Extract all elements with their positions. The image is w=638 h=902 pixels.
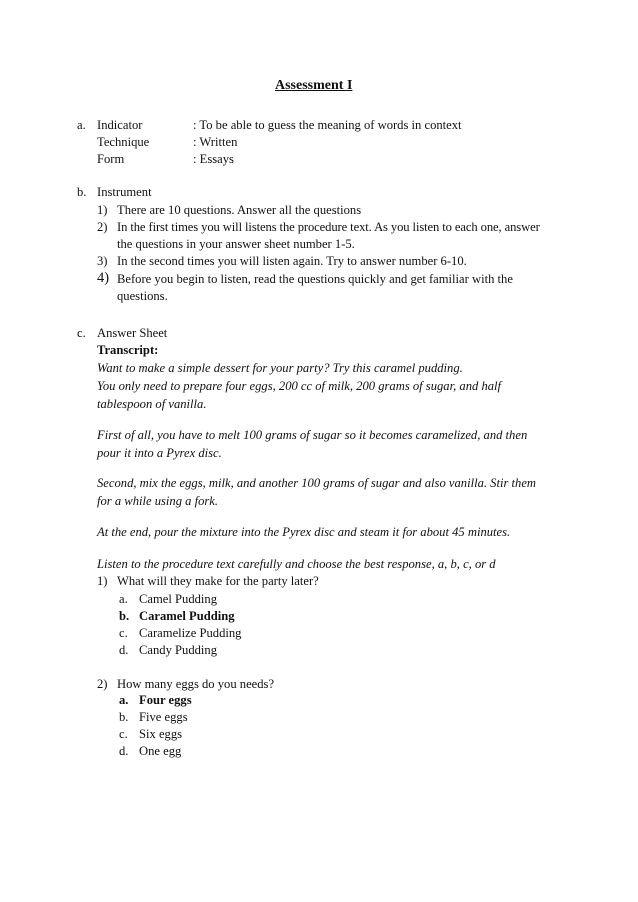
transcript-line: First of all, you have to melt 100 grams of sugar so it becomes caramelized, and then (97, 428, 528, 442)
technique-value: : Written (193, 135, 238, 149)
option-letter: d. (119, 643, 129, 657)
transcript-line: pour it into a Pyrex disc. (97, 446, 222, 460)
question-text: How many eggs do you needs? (117, 677, 275, 691)
transcript-line: tablespoon of vanilla. (97, 397, 207, 411)
instrument-item-text: Before you begin to listen, read the questions quickly and get familiar with the (117, 272, 513, 286)
instrument-item-text: There are 10 questions. Answer all the questions (117, 203, 362, 217)
option-letter: a. (119, 693, 129, 707)
transcript-line: Want to make a simple dessert for your party? Try this caramel pudding. (97, 361, 463, 375)
option-letter: c. (119, 727, 128, 741)
instrument-item-text: In the second times you will listen again. Try to answer number 6-10. (117, 254, 467, 268)
option-text: Six eggs (139, 727, 183, 741)
instrument-item-text: questions. (117, 289, 168, 303)
answer-sheet-heading: Answer Sheet (97, 326, 168, 340)
instrument-heading: Instrument (97, 185, 152, 199)
option-text: One egg (139, 744, 182, 758)
instrument-item-number: 2) (97, 220, 108, 234)
page-title: Assessment I (275, 78, 353, 93)
section-c-marker: c. (77, 326, 86, 340)
option-letter: a. (119, 592, 128, 606)
technique-label: Technique (97, 135, 150, 149)
option-text-correct: Four eggs (139, 693, 192, 707)
transcript-line: At the end, pour the mixture into the Pyrex disc and steam it for about 45 minutes. (97, 525, 511, 539)
option-letter: c. (119, 626, 128, 640)
transcript-line: You only need to prepare four eggs, 200 cc of milk, 200 grams of sugar, and half (97, 379, 502, 393)
option-letter: d. (119, 744, 129, 758)
option-text: Candy Pudding (139, 643, 218, 657)
form-label: Form (97, 152, 125, 166)
option-text: Camel Pudding (139, 592, 218, 606)
option-text: Caramelize Pudding (139, 626, 242, 640)
question-instruction: Listen to the procedure text carefully and choose the best response, a, b, c, or d (97, 557, 496, 571)
instrument-item-number: 4) (97, 270, 110, 286)
form-value: : Essays (193, 152, 234, 166)
question-number: 1) (97, 574, 108, 588)
transcript-label: Transcript: (97, 343, 159, 357)
option-text-correct: Caramel Pudding (139, 609, 235, 623)
transcript-line: Second, mix the eggs, milk, and another 100 grams of sugar and also vanilla. Stir them (97, 476, 536, 490)
transcript-line: for a while using a fork. (97, 494, 219, 508)
option-letter: b. (119, 609, 130, 623)
instrument-item-text: In the first times you will listens the procedure text. As you listen to each one, answer (117, 220, 540, 234)
instrument-item-text: the questions in your answer sheet number 1-5. (117, 237, 355, 251)
section-b-marker: b. (77, 185, 87, 199)
option-text: Five eggs (139, 710, 188, 724)
option-letter: b. (119, 710, 129, 724)
indicator-label: Indicator (97, 118, 143, 132)
question-number: 2) (97, 677, 108, 691)
question-text: What will they make for the party later? (117, 574, 319, 588)
instrument-item-number: 1) (97, 203, 108, 217)
indicator-value: : To be able to guess the meaning of words in context (193, 118, 462, 132)
instrument-item-number: 3) (97, 254, 108, 268)
section-a-marker: a. (77, 118, 86, 132)
